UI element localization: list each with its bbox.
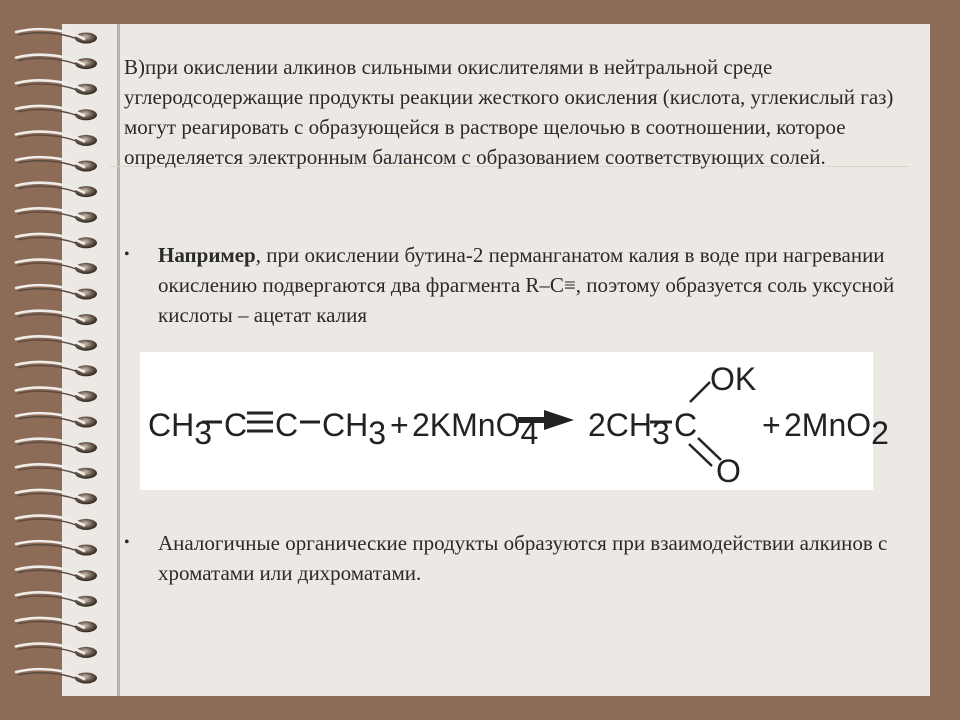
binding-hole <box>75 161 97 172</box>
binding-hole <box>75 33 97 44</box>
binding-hole <box>75 340 97 351</box>
plus-sign: + <box>762 407 781 443</box>
binding-hole <box>75 263 97 274</box>
reactant-ch3-left: CH3 <box>148 407 213 451</box>
binding-hole <box>75 289 97 300</box>
binding-hole <box>75 647 97 658</box>
alkyne-carbon-1: C <box>224 407 248 443</box>
binding-hole <box>75 212 97 223</box>
margin-line <box>117 24 120 696</box>
plus-sign: + <box>390 407 409 443</box>
binding-hole <box>75 58 97 69</box>
bullet-text: Аналогичные органические продукты образуются при взаимодействии алкинов с хроматами или дихроматами. <box>158 531 888 585</box>
bullet-icon: • <box>124 246 130 263</box>
reagent-kmno4: 2KMnO4 <box>412 407 539 451</box>
binding-hole <box>75 570 97 581</box>
binding-hole <box>75 442 97 453</box>
bullet-text <box>158 240 918 330</box>
binding-hole <box>75 135 97 146</box>
c-ok-bond <box>690 382 710 402</box>
binding-hole <box>75 365 97 376</box>
binding-hole <box>75 621 97 632</box>
binding-hole <box>75 493 97 504</box>
carbonyl-oxygen: O <box>716 453 741 489</box>
alkyne-carbon-2: C <box>275 407 299 443</box>
bullet-rest: , при окислении бутина-2 перманганатом калия в воде при нагревании окислению подвергаются два фрагмента R–C≡, поэтому образуется соль уксусной кислоты – ацетат калия <box>158 243 895 327</box>
binding-hole <box>75 314 97 325</box>
product-mno2: 2MnO2 <box>784 407 889 451</box>
binding-hole <box>75 391 97 402</box>
bullet-lead-bold: Например <box>158 243 256 267</box>
binding-hole <box>75 673 97 684</box>
ok-group: OK <box>710 361 757 397</box>
bullet-icon: • <box>124 534 130 551</box>
intro-paragraph: В)при окислении алкинов сильными окислителями в нейтральной среде углеродсодержащие продукты реакции жесткого окисления (кислота, углекислый газ) могут реагировать с образующейся в растворе щелочью в соотношении, которое определяется электронным балансом с образованием соответствующих солей. <box>124 55 894 169</box>
binding-hole <box>75 545 97 556</box>
product-2ch3: 2CH3 <box>588 407 670 451</box>
binding-hole <box>75 237 97 248</box>
binding-hole <box>75 596 97 607</box>
reaction-equation <box>140 352 889 490</box>
binding-hole <box>75 417 97 428</box>
binding-hole <box>75 519 97 530</box>
binding-hole <box>75 109 97 120</box>
binding-hole <box>75 186 97 197</box>
binding-hole <box>75 468 97 479</box>
carboxylate-carbon: C <box>674 407 698 443</box>
reactant-ch3-right: CH3 <box>322 407 387 451</box>
binding-hole <box>75 84 97 95</box>
spiral-binding <box>0 0 110 720</box>
